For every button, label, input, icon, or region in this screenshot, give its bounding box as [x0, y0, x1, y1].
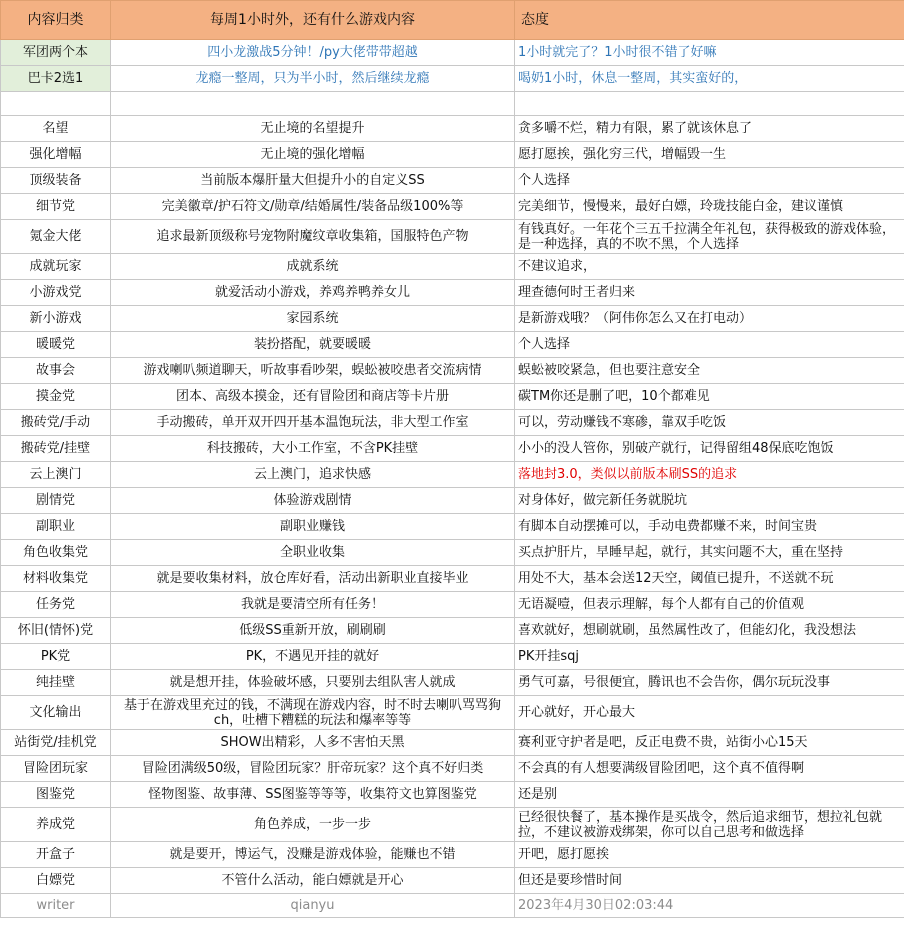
cell-content: 装扮搭配，就要暖暖 [111, 332, 515, 358]
cell-category: 故事会 [1, 358, 111, 384]
table-row [1, 142, 904, 168]
empty-cell [111, 92, 515, 116]
table-row [1, 592, 904, 618]
cell-category: 强化增幅 [1, 142, 111, 168]
table-row [1, 66, 904, 92]
cell-attitude: 开心就好，开心最大 [515, 696, 904, 730]
cell-attitude: 但还是要珍惜时间 [515, 868, 904, 894]
cell-content: PK，不遇见开挂的就好 [111, 644, 515, 670]
cell-attitude: 不会真的有人想要满级冒险团吧，这个真不值得啊 [515, 756, 904, 782]
cell-content: 无止境的强化增幅 [111, 142, 515, 168]
table-row [1, 168, 904, 194]
cell-category: 剧情党 [1, 488, 111, 514]
header-attitude: 态度 [515, 1, 904, 40]
cell-attitude: 理查德何时王者归来 [515, 280, 904, 306]
cell-content: 手动搬砖，单开双开四开基本温饱玩法，非大型工作室 [111, 410, 515, 436]
cell-category: 小游戏党 [1, 280, 111, 306]
header-content: 每周1小时外，还有什么游戏内容 [111, 1, 515, 40]
cell-content: 追求最新顶级称号宠物附魔纹章收集箱，国服特色产物 [111, 220, 515, 254]
table-row [1, 730, 904, 756]
cell-attitude: 可以，劳动赚钱不寒碜，靠双手吃饭 [515, 410, 904, 436]
cell-content: 体验游戏剧情 [111, 488, 515, 514]
cell-category: 角色收集党 [1, 540, 111, 566]
cell-content: SHOW出精彩，人多不害怕天黑 [111, 730, 515, 756]
table-row [1, 306, 904, 332]
table-row [1, 332, 904, 358]
cell-attitude: 买点护肝片，早睡早起，就行，其实问题不大，重在坚持 [515, 540, 904, 566]
cell-attitude: 有钱真好。一年花个三五千拉满全年礼包，获得极致的游戏体验，是一种选择，真的不吹不黑，个人选择 [515, 220, 904, 254]
cell-attitude: 无语凝噎，但表示理解，每个人都有自己的价值观 [515, 592, 904, 618]
table-row [1, 194, 904, 220]
cell-content: 无止境的名望提升 [111, 116, 515, 142]
cell-attitude: 有脚本自动摆摊可以，手动电费都赚不来，时间宝贵 [515, 514, 904, 540]
cell-category: 名望 [1, 116, 111, 142]
cell-category: 白嫖党 [1, 868, 111, 894]
cell-content: 当前版本爆肝量大但提升小的自定义SS [111, 168, 515, 194]
cell-category: 开盒子 [1, 842, 111, 868]
table-row [1, 436, 904, 462]
cell-category: 养成党 [1, 808, 111, 842]
cell-content: 怪物图鉴、故事薄、SS图鉴等等等，收集符文也算图鉴党 [111, 782, 515, 808]
cell-attitude: 开吧，愿打愿挨 [515, 842, 904, 868]
cell-content: 就是想开挂，体验破坏感，只要别去组队害人就成 [111, 670, 515, 696]
cell-category: PK党 [1, 644, 111, 670]
cell-attitude: 是新游戏哦？（阿伟你怎么又在打电动） [515, 306, 904, 332]
cell-attitude: 碳TM你还是删了吧，10个都难见 [515, 384, 904, 410]
cell-category: 材料收集党 [1, 566, 111, 592]
table-row [1, 358, 904, 384]
cell-content: 龙瘾一整周，只为半小时，然后继续龙瘾 [111, 66, 515, 92]
table-row [1, 220, 904, 254]
table-row [1, 384, 904, 410]
cell-attitude: 已经很快餐了，基本操作是买战令，然后追求细节，想拉礼包就拉，不建议被游戏绑架，你可以自己思考和做选择 [515, 808, 904, 842]
table-row [1, 514, 904, 540]
cell-category: 暖暖党 [1, 332, 111, 358]
cell-content: 就是要开，博运气，没赚是游戏体验，能赚也不错 [111, 842, 515, 868]
table-row [1, 488, 904, 514]
cell-attitude: 蜈蚣被咬紧急，但也要注意安全 [515, 358, 904, 384]
table-row [1, 410, 904, 436]
table-row [1, 280, 904, 306]
cell-category: 顶级装备 [1, 168, 111, 194]
cell-content: 就是要收集材料，放仓库好看，活动出新职业直接毕业 [111, 566, 515, 592]
cell-content: 家园系统 [111, 306, 515, 332]
cell-content: 科技搬砖，大小工作室，不含PK挂壁 [111, 436, 515, 462]
cell-content: 不管什么活动，能白嫖就是开心 [111, 868, 515, 894]
empty-row [1, 92, 904, 116]
cell-attitude: 还是别 [515, 782, 904, 808]
cell-attitude: 愿打愿挨，强化穷三代，增幅毁一生 [515, 142, 904, 168]
cell-content: 成就系统 [111, 254, 515, 280]
cell-content: 我就是要清空所有任务！ [111, 592, 515, 618]
table-row [1, 756, 904, 782]
table-row [1, 40, 904, 66]
cell-category: 云上澳门 [1, 462, 111, 488]
cell-content: 四小龙激战5分钟！/py大佬带带超越 [111, 40, 515, 66]
cell-content: 云上澳门，追求快感 [111, 462, 515, 488]
cell-content: 就爱活动小游戏，养鸡养鸭养女儿 [111, 280, 515, 306]
table-row [1, 868, 904, 894]
cell-attitude: 落地封3.0，类似以前版本刷SS的追求 [515, 462, 904, 488]
cell-category: 成就玩家 [1, 254, 111, 280]
table-row [1, 540, 904, 566]
cell-content: 副职业赚钱 [111, 514, 515, 540]
cell-category: 搬砖党/挂壁 [1, 436, 111, 462]
cell-attitude: 不建议追求， [515, 254, 904, 280]
cell-category: 怀旧(情怀)党 [1, 618, 111, 644]
cell-attitude: 赛利亚守护者是吧，反正电费不贵，站街小心15天 [515, 730, 904, 756]
cell-category: 图鉴党 [1, 782, 111, 808]
table-row [1, 670, 904, 696]
table-row [1, 782, 904, 808]
cell-content: 冒险团满级50级，冒险团玩家？肝帝玩家？这个真不好归类 [111, 756, 515, 782]
table-row [1, 254, 904, 280]
cell-category: 军团两个本 [1, 40, 111, 66]
cell-content: 游戏喇叭频道聊天，听故事看吵架，蜈蚣被咬患者交流病情 [111, 358, 515, 384]
cell-category: 纯挂壁 [1, 670, 111, 696]
footer-timestamp: 2023年4月30日02:03:44 [515, 894, 904, 918]
header-category: 内容归类 [1, 1, 111, 40]
cell-attitude: 个人选择 [515, 168, 904, 194]
cell-category: 搬砖党/手动 [1, 410, 111, 436]
cell-attitude: 贪多嚼不烂，精力有限，累了就该休息了 [515, 116, 904, 142]
cell-content: 完美徽章/护石符文/勋章/结婚属性/装备品级100%等 [111, 194, 515, 220]
table-row [1, 116, 904, 142]
cell-category: 任务党 [1, 592, 111, 618]
cell-category: 副职业 [1, 514, 111, 540]
footer-row [1, 894, 904, 918]
header-row [1, 1, 904, 40]
cell-content: 低级SS重新开放，刷刷刷 [111, 618, 515, 644]
cell-category: 冒险团玩家 [1, 756, 111, 782]
table-row [1, 842, 904, 868]
empty-cell [515, 92, 904, 116]
cell-attitude: 对身体好，做完新任务就脱坑 [515, 488, 904, 514]
table-row [1, 462, 904, 488]
cell-category: 巴卡2选1 [1, 66, 111, 92]
cell-category: 摸金党 [1, 384, 111, 410]
empty-cell [1, 92, 111, 116]
table-row [1, 566, 904, 592]
cell-attitude: 1小时就完了？1小时很不错了好嘛 [515, 40, 904, 66]
cell-attitude: 喝奶1小时，休息一整周，其实蛮好的， [515, 66, 904, 92]
cell-category: 站街党/挂机党 [1, 730, 111, 756]
cell-attitude: 完美细节，慢慢来，最好白嫖，玲珑技能白金，建议谨慎 [515, 194, 904, 220]
cell-attitude: PK开挂sqj [515, 644, 904, 670]
table-row [1, 696, 904, 730]
cell-attitude: 小小的没人管你，别破产就行，记得留组48保底吃饱饭 [515, 436, 904, 462]
cell-category: 新小游戏 [1, 306, 111, 332]
table-row [1, 644, 904, 670]
cell-attitude: 个人选择 [515, 332, 904, 358]
table-row [1, 618, 904, 644]
cell-attitude: 喜欢就好，想刷就刷，虽然属性改了，但能幻化，我没想法 [515, 618, 904, 644]
cell-category: 文化输出 [1, 696, 111, 730]
cell-category: 细节党 [1, 194, 111, 220]
table-row [1, 808, 904, 842]
footer-author: qianyu [111, 894, 515, 918]
cell-content: 角色养成，一步一步 [111, 808, 515, 842]
cell-content: 全职业收集 [111, 540, 515, 566]
cell-attitude: 勇气可嘉，号很便宜，腾讯也不会告你，偶尔玩玩没事 [515, 670, 904, 696]
cell-content: 团本、高级本摸金，还有冒险团和商店等卡片册 [111, 384, 515, 410]
cell-attitude: 用处不大，基本会送12天空，阈值已提升，不送就不玩 [515, 566, 904, 592]
footer-writer-label: writer [1, 894, 111, 918]
cell-content: 基于在游戏里充过的钱，不满现在游戏内容，时不时去喇叭骂骂狗ch，吐槽下糟糕的玩法和爆率等等 [111, 696, 515, 730]
cell-category: 氪金大佬 [1, 220, 111, 254]
